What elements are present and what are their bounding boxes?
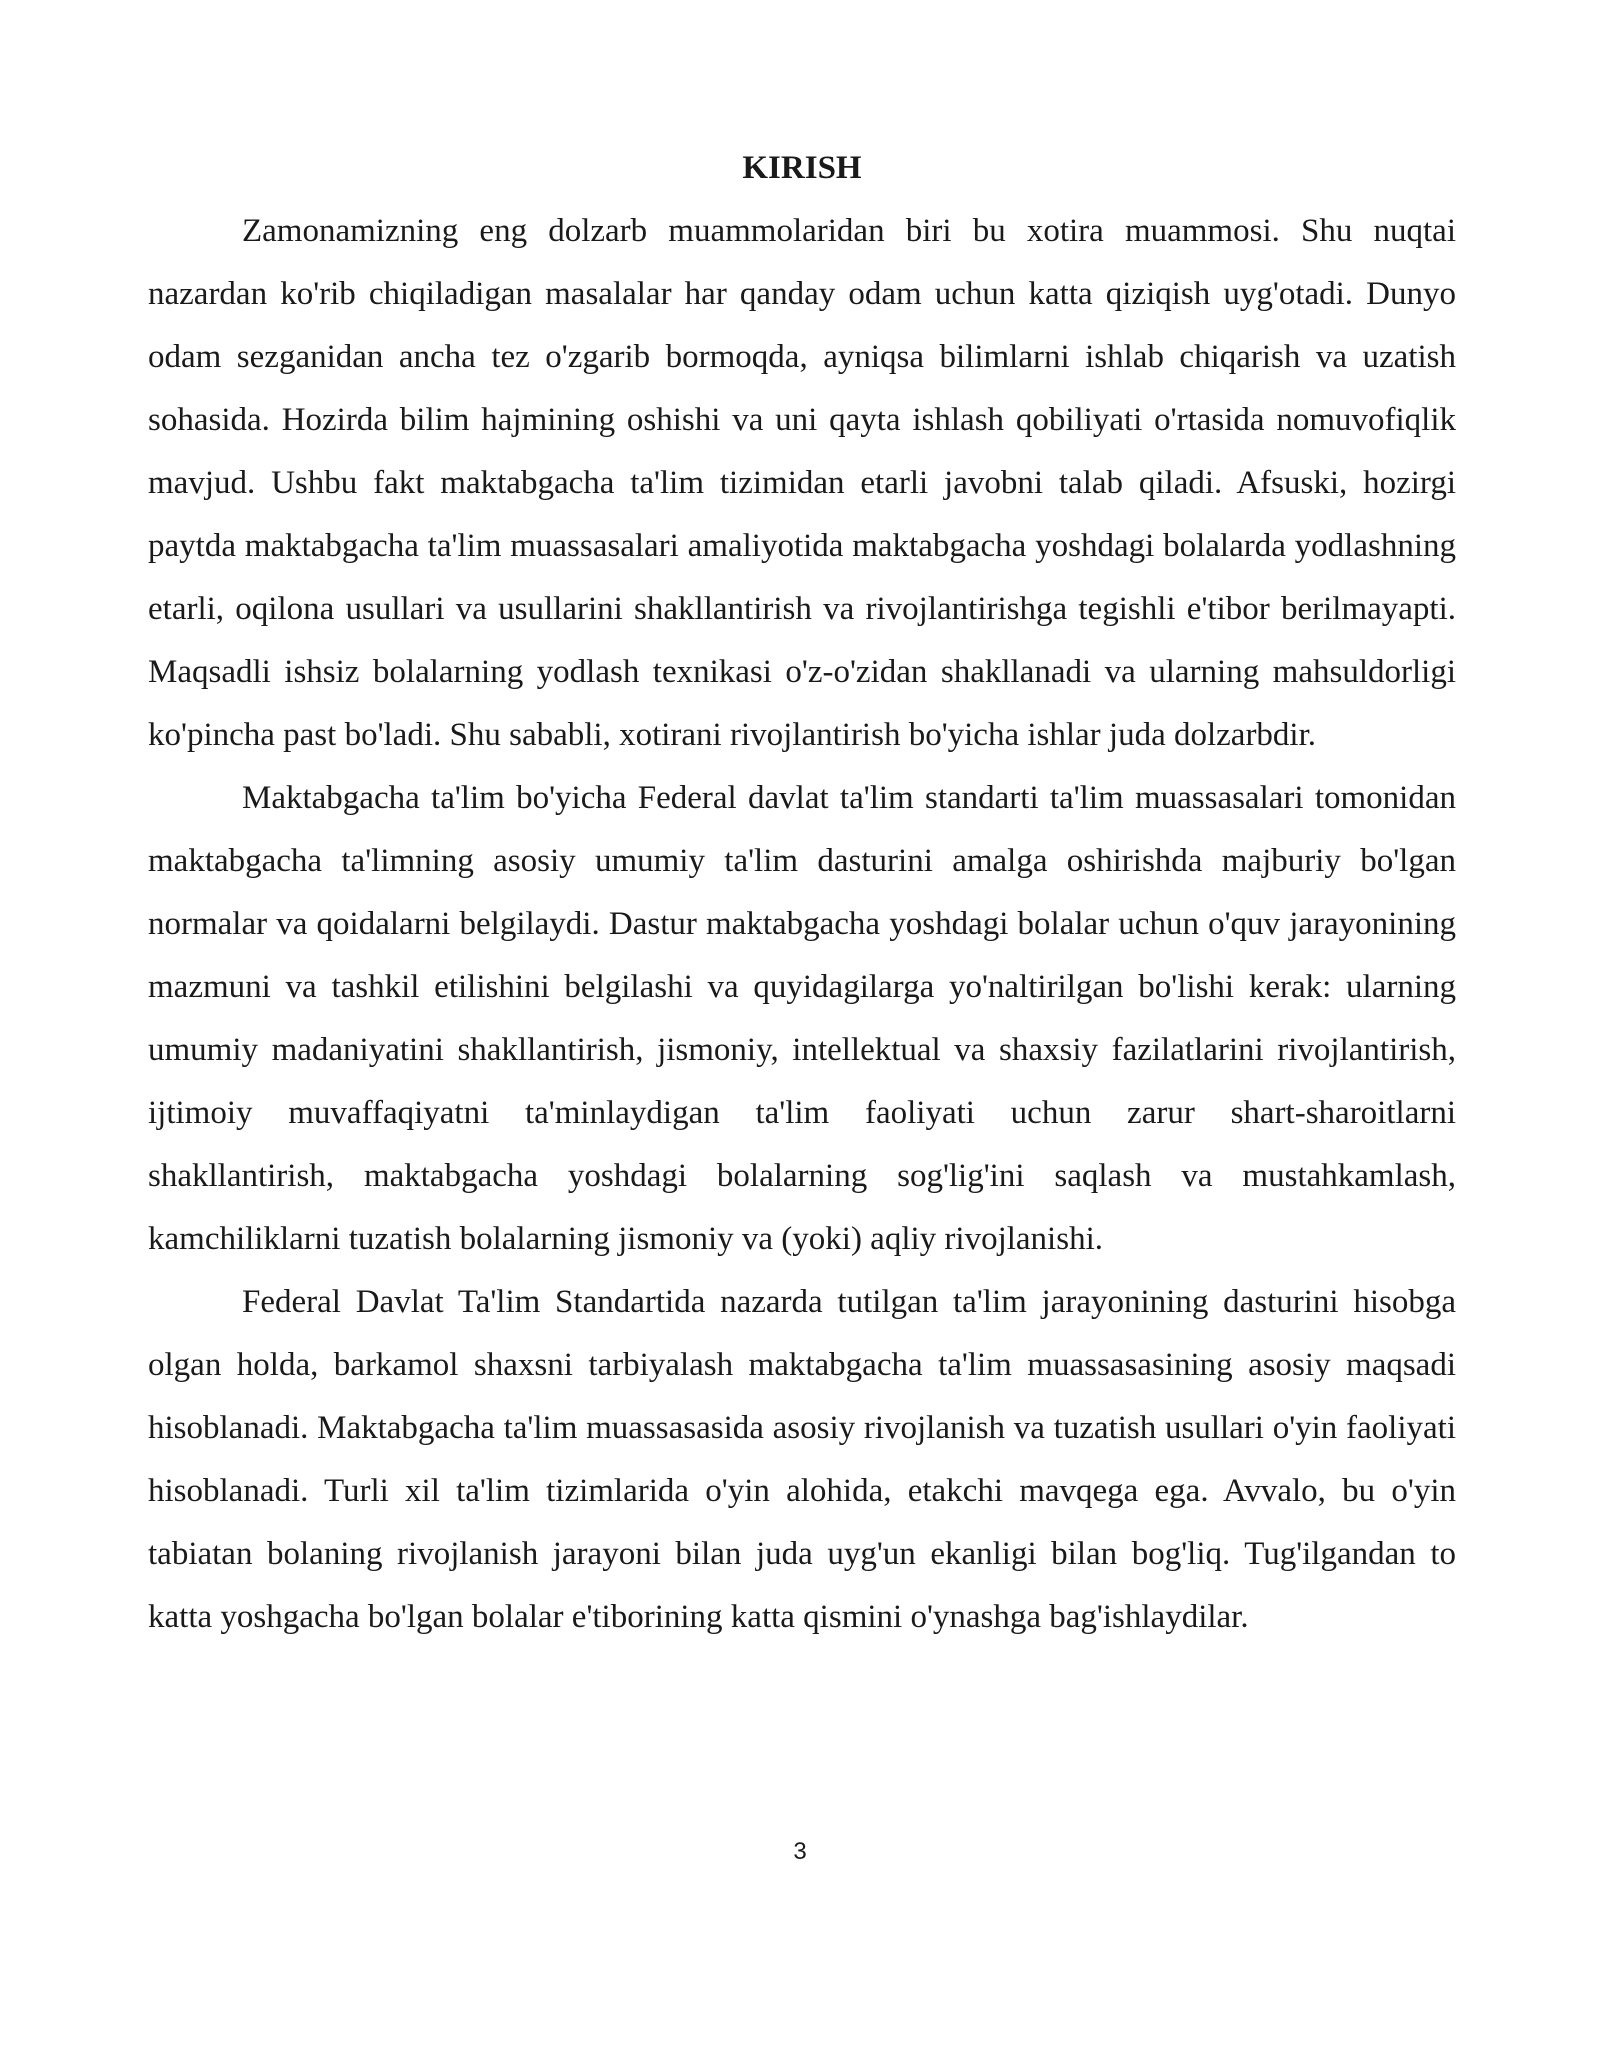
paragraph-3: Federal Davlat Ta'lim Standartida nazarda tutilgan ta'lim jarayonining dasturini hisobga olgan holda, barkamol shaxsni tarbiyalash maktabgacha ta'lim muassasasining asosiy maqsadi hisoblanadi. Maktabgacha ta'lim muassasasida asosiy rivojlanish va tuzatish usullari o'yin faoliyati hisoblanadi. Turli xil ta'lim tizimlarida o'yin alohida, etakchi mavqega ega. Avvalo, bu o'yin tabiatan bolaning rivojlanish jarayoni bilan juda uyg'un ekanligi bilan bog'liq. Tug'ilgandan to katta yoshgacha bo'lgan bolalar e'tiborining katta qismini o'ynashga bag'ishlaydilar. (148, 1284, 1456, 1635)
page-title: KIRISH (742, 150, 862, 186)
paragraph-1: Zamonamizning eng dolzarb muammolaridan biri bu xotira muammosi. Shu nuqtai nazardan ko'rib chiqiladigan masalalar har qanday odam uchun katta qiziqish uyg'otadi. Dunyo odam sezganidan ancha tez o'zgarib bormoqda, ayniqsa bilimlarni ishlab chiqarish va uzatish sohasida. Hozirda bilim hajmining oshishi va uni qayta ishlash qobiliyati o'rtasida nomuvofiqlik mavjud. Ushbu fakt maktabgacha ta'lim tizimidan etarli javobni talab qiladi. Afsuski, hozirgi paytda maktabgacha ta'lim muassasalari amaliyotida maktabgacha yoshdagi bolalarda yodlashning etarli, oqilona usullari va usullarini shakllantirish va rivojlantirishga tegishli e'tibor berilmayapti. Maqsadli ishsiz bolalarning yodlash texnikasi o'z-o'zidan shakllanadi va ularning mahsuldorligi ko'pincha past bo'ladi. Shu sababli, xotirani rivojlantirish bo'yicha ishlar juda dolzarbdir. (148, 213, 1456, 753)
document-page (148, 148, 1456, 1649)
page-number: 3 (793, 1838, 807, 1865)
paragraph-2: Maktabgacha ta'lim bo'yicha Federal davlat ta'lim standarti ta'lim muassasalari tomonidan maktabgacha ta'limning asosiy umumiy ta'lim dasturini amalga oshirishda majburiy bo'lgan normalar va qoidalarni belgilaydi. Dastur maktabgacha yoshdagi bolalar uchun o'quv jarayonining mazmuni va tashkil etilishini belgilashi va quyidagilarga yo'naltirilgan bo'lishi kerak: ularning umumiy madaniyatini shakllantirish, jismoniy, intellektual va shaxsiy fazilatlarini rivojlantirish, ijtimoiy muvaffaqiyatni ta'minlaydigan ta'lim faoliyati uchun zarur shart-sharoitlarni shakllantirish, maktabgacha yoshdagi bolalarning sog'lig'ini saqlash va mustahkamlash, kamchiliklarni tuzatish bolalarning jismoniy va (yoki) aqliy rivojlanishi. (148, 780, 1456, 1257)
